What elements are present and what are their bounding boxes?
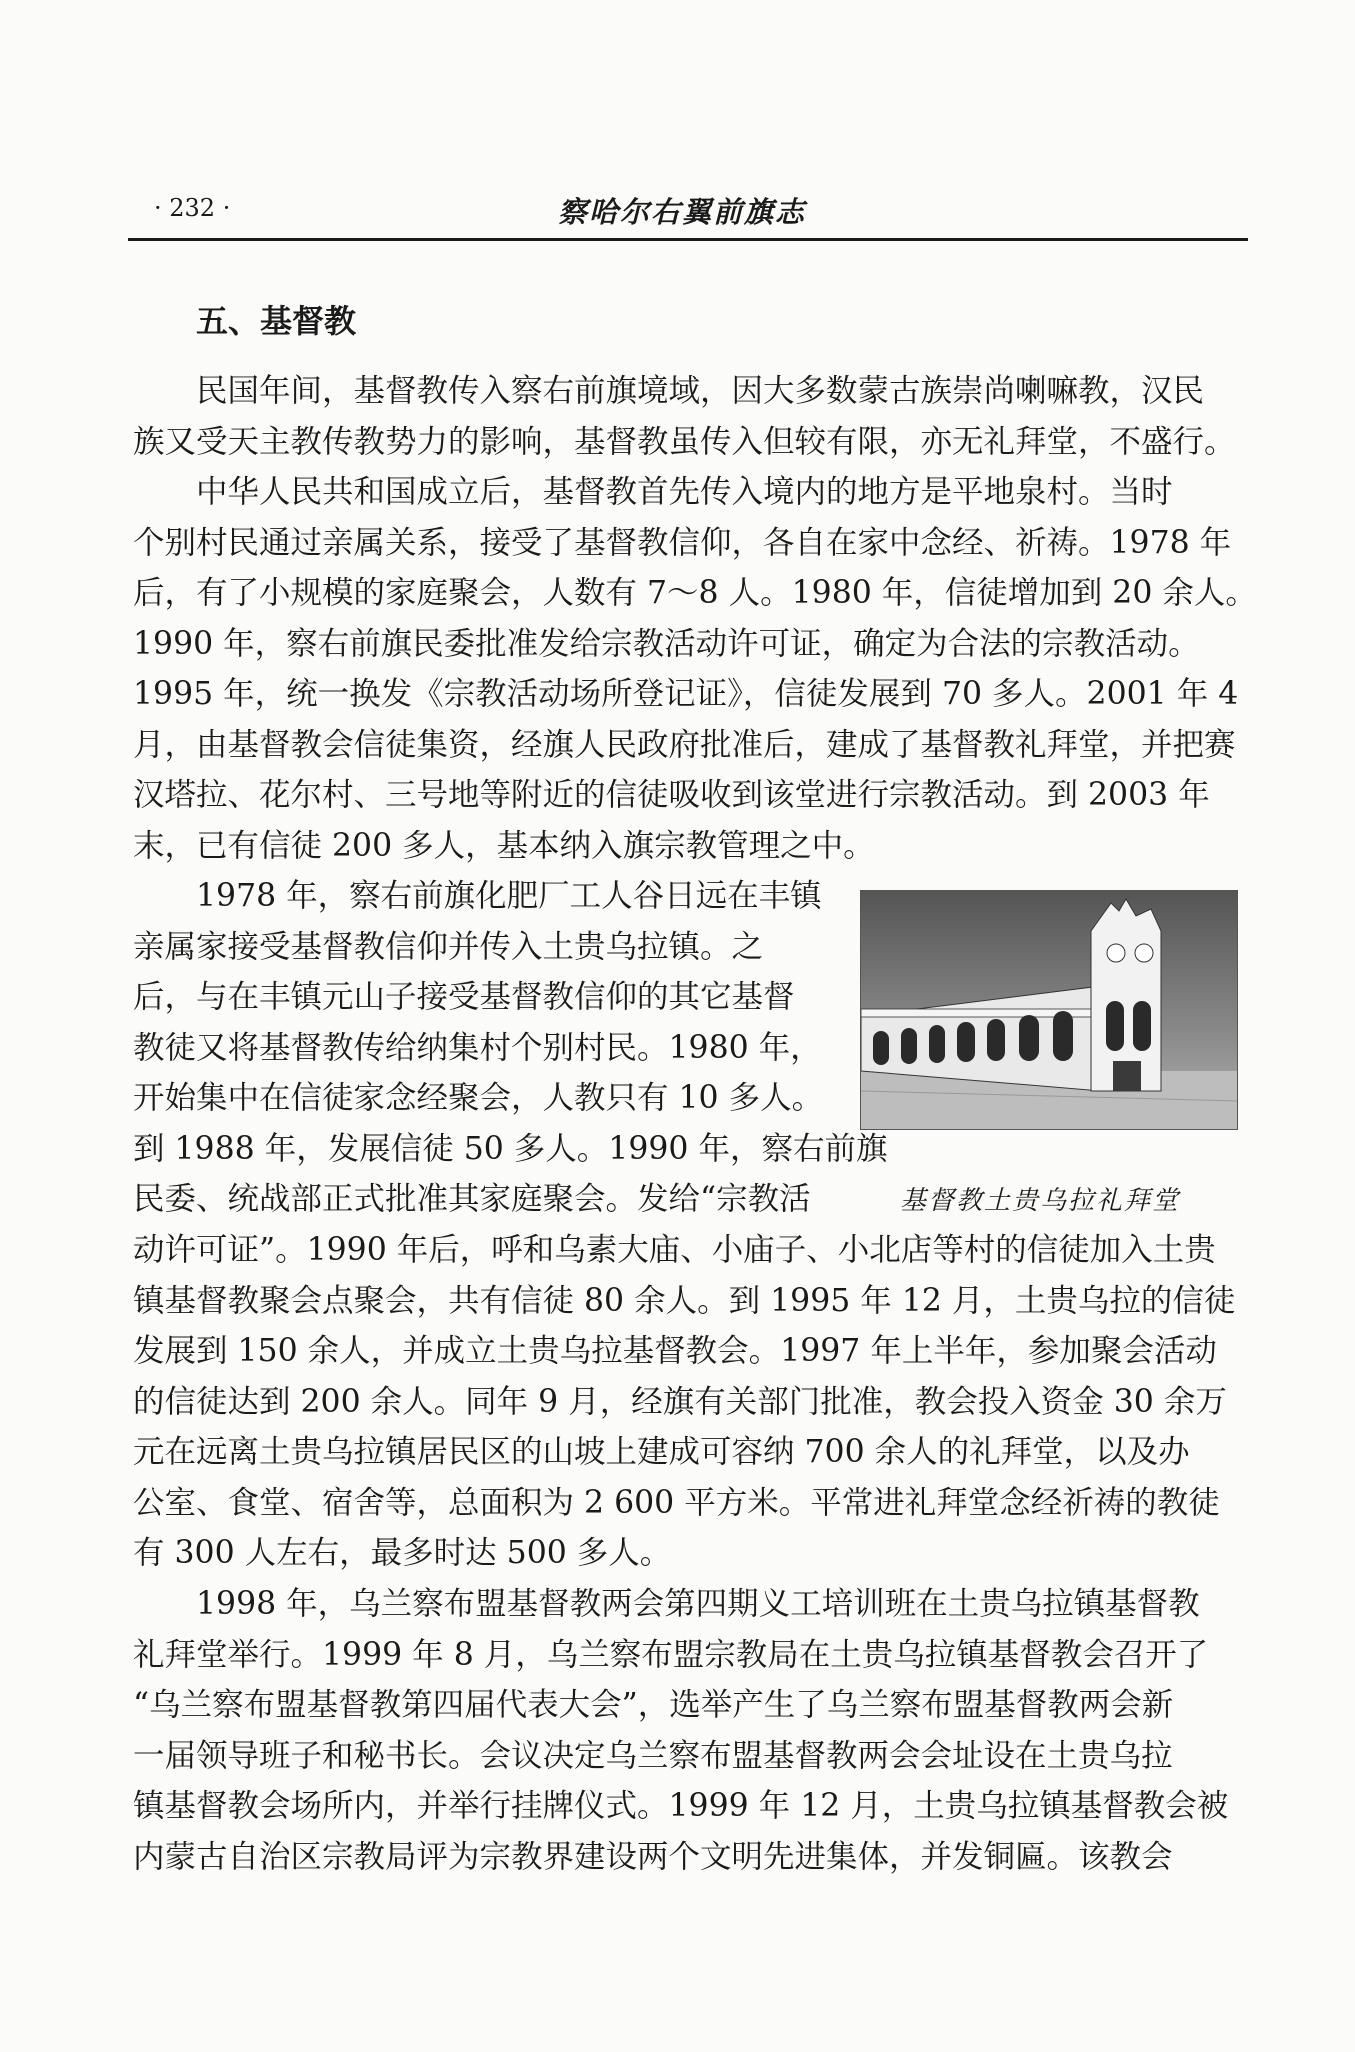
paragraph-3-continued: 动许可证”。1990 年后，呼和乌素大庙、小庙子、小北店等村的信徒加入土贵 镇基督教聚会点聚会，共有信徒 80 余人。到 1995 年 12 月，土贵乌拉的信徒 发展到 150 余人，并成立土贵乌拉基督教会。1997 年上半年，参加聚会活动 的信徒达到 200 余人。同年 9 月，经旗有关部门批准，教会投入资金 30 余万 元在远离土贵乌拉镇居民区的山坡上建成可容纳 700 余人的礼拜堂，以及办 公室、食堂、宿舍等，总面积为 2 600 平方米。平常进礼拜堂念经祈祷的教徒 有 300 人左右，最多时达 500 多人。 — [133, 1232, 1236, 1571]
paragraph-4: 1998 年，乌兰察布盟基督教两会第四期义工培训班在土贵乌拉镇基督教 礼拜堂举行。1999 年 8 月，乌兰察布盟宗教局在土贵乌拉镇基督教会召开了 “乌兰察布盟基督教第四届代表大会”，选举产生了乌兰察布盟基督教两会新 一届领导班子和秘书长。会议决定乌兰察布盟基督教两会会址设在土贵乌拉 镇基督教会场所内，并举行挂牌仪式。1999 年 12 月，土贵乌拉镇基督教会被 内蒙古自治区宗教局评为宗教界建设两个文明先进集体，并发铜匾。该教会 — [133, 1586, 1229, 1875]
paragraph-1: 民国年间，基督教传入察右前旗境域，因大多数蒙古族崇尚喇嘛教，汉民 族又受天主教传教势力的影响，基督教虽传入但较有限，亦无礼拜堂，不盛行。 — [133, 373, 1236, 460]
church-illustration — [861, 891, 1238, 1130]
paragraph-3-wrapped: 1978 年，察右前旗化肥厂工人谷日远在丰镇 亲属家接受基督教信仰并传入土贵乌拉镇。之 后，与在丰镇元山子接受基督教信仰的其它基督 教徒又将基督教传给纳集村个别村民。1980 年， 开始集中在信徒家念经聚会，人教只有 10 多人。 到 1988 年，发展信徒 50 多人。1990 年，察右前旗 民委、统战部正式批准其家庭聚会。发给“宗教活 — [133, 878, 888, 1217]
church-photo — [860, 890, 1238, 1130]
page-header — [128, 190, 1248, 240]
header-rule — [128, 238, 1248, 241]
section-heading: 五、基督教 — [196, 302, 357, 340]
page-number: · 232 · — [154, 194, 231, 222]
paragraph-2: 中华人民共和国成立后，基督教首先传入境内的地方是平地泉村。当时 个别村民通过亲属关系，接受了基督教信仰，各自在家中念经、祈祷。1978 年 后，有了小规模的家庭聚会，人数有 7～8 人。1980 年，信徒增加到 20 余人。 1990 年，察右前旗民委批准发给宗教活动许可证，确定为合法的宗教活动。 1995 年，统一换发《宗教活动场所登记证》，信徒发展到 70 多人。2001 年 4 月，由基督教会信徒集资，经旗人民政府批准后，建成了基督教礼拜堂，并把赛 汉塔拉、花尔村、三号地等附近的信徒吸收到该堂进行宗教活动。到 2003 年 末，已有信徒 200 多人，基本纳入旗宗教管理之中。 — [133, 474, 1257, 864]
photo-frame — [860, 890, 1238, 1130]
book-title: 察哈尔右翼前旗志 — [558, 195, 807, 229]
photo-caption: 基督教土贵乌拉礼拜堂 — [900, 1186, 1181, 1216]
